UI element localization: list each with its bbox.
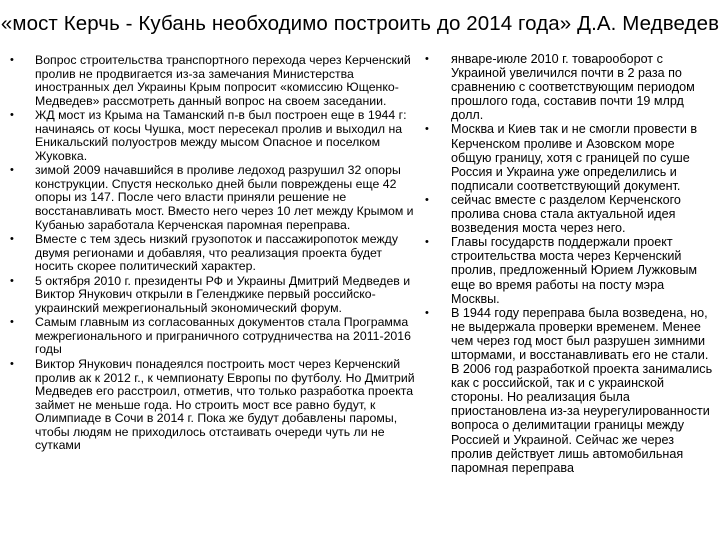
list-item [10, 358, 415, 453]
list-item [10, 54, 415, 108]
list-item [10, 233, 415, 274]
bullet-icon: • [10, 54, 14, 66]
list-item-text: ЖД мост из Крыма на Таманский п-в был построен еще в 1944 г: начинаясь от косы Чушка, мост пересекал пролив и выходил на Еникальский полуостров между мысом Опасное и поселком Жуковка. [35, 108, 407, 163]
slide-title: «мост Керчь - Кубань необходимо построить до 2014 года» Д.А. Медведев [0, 12, 720, 35]
list-item [10, 316, 415, 357]
list-item-text: Вопрос строительства транспортного перехода через Керченский пролив не продвигается из-за замечания Министерства иностранных дел Украины Крым попросит «комиссию Ющенко-Медведев» рассмотреть данный вопрос на своем заседании. [35, 53, 411, 108]
bullet-icon: • [425, 236, 429, 249]
bullet-icon: • [425, 306, 429, 319]
list-item [425, 306, 715, 475]
list-item-text: Самым главным из согласованных документов стала Программа межрегионального и приграничного сотрудничества на 2011-2016 годы [35, 315, 411, 357]
bullet-icon: • [425, 193, 429, 206]
list-item-text: сейчас вместе с разделом Керченского пролива снова стала актуальной идея возведения моста через него. [451, 192, 681, 236]
right-column-list [425, 52, 715, 475]
list-item [425, 122, 715, 192]
list-item [10, 109, 415, 163]
bullet-icon: • [10, 109, 14, 122]
bullet-icon: • [10, 164, 14, 177]
bullet-icon: • [10, 358, 14, 371]
bullet-icon: • [425, 123, 429, 136]
bullet-icon: • [10, 274, 14, 287]
list-item [425, 235, 715, 305]
list-item-text: Москва и Киев так и не смогли провести в Керченском проливе и Азовском море общую границу, хотя с границей по суше Россия и Украина уже определились и подписали соответствующий документ. [451, 122, 698, 193]
bullet-icon: • [425, 53, 429, 65]
list-item-text: В 1944 году переправа была возведена, но, не выдержала проверки временем. Менее чем через год мост был разрушен зимними штормами, и восстанавливать его не стали. В 2006 год разработкой проекта занимались как с российской, так и с украинской стороны. Но реализация была приостановлена из-за неурегулированности вопроса о делимитации границы между Россией и Украиной. Сейчас же через пролив действует лишь автомобильная паромная переправа [451, 305, 713, 475]
left-column-list [10, 54, 415, 454]
list-item [10, 164, 415, 232]
list-item [425, 193, 715, 235]
bullet-icon: • [10, 233, 14, 246]
bullet-icon: • [10, 316, 14, 329]
list-item [425, 52, 715, 122]
list-item-text: зимой 2009 начавшийся в проливе ледоход разрушил 32 опоры конструкции. Спустя несколько дней были повреждены еще 42 опоры из 147. После чего власти приняли решение не восстанавливать мост. Вместо него через 10 лет между Крымом и Кубанью заработала Керченская паромная переправа. [35, 163, 414, 232]
list-item-text: Виктор Янукович понадеялся построить мост через Керченский пролив ак к 2012 г., к чемпионату Европы по футболу. Но Дмитрий Медведев его расстроил, отметив, что только разработка проекта займет не меньше года. Но строить мост все равно будут, к Олимпиаде в Сочи в 2014 г. Пока же будут добавлены паромы, чтобы людям не приходилось отстаивать очереди чуть ли не сутками [35, 357, 415, 453]
list-item-text: Главы государств поддержали проект строительства моста через Керченский пролив, предложенный Юрием Лужковым еще во время работы на посту мэра Москвы. [451, 235, 698, 306]
list-item-text: 5 октября 2010 г. президенты РФ и Украины Дмитрий Медведев и Виктор Янукович открыли в Геленджике первый российско-украинский межрегиональный экономический форум. [35, 273, 411, 315]
list-item-text: январе-июле 2010 г. товарооборот с Украиной увеличился почти в 2 раза по сравнению с соответствующим периодом прошлого года, составив почти 19 млрд долл. [451, 52, 695, 123]
list-item-text: Вместе с тем здесь низкий грузопоток и пассажиропоток между двумя регионами и добавляя, что реализация проекта будет носить скорее политический характер. [35, 232, 398, 274]
list-item [10, 275, 415, 316]
